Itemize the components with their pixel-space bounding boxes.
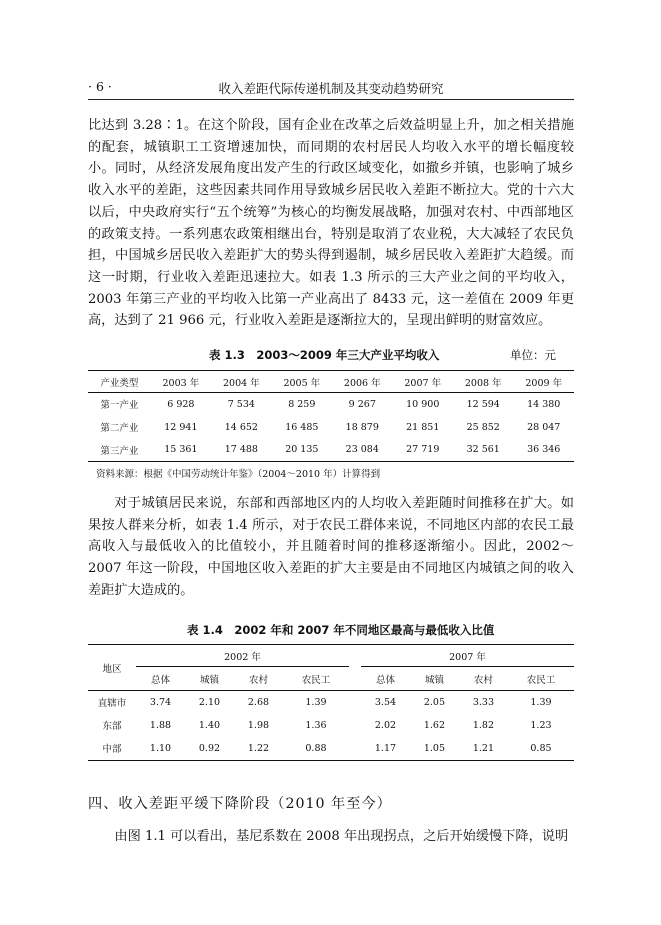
table-cell: 21 851 bbox=[406, 421, 440, 433]
table-1-4-title: 表 1.4 2002 年和 2007 年不同地区最高与最低收入比值 bbox=[187, 623, 495, 637]
table-cell: 中部 bbox=[102, 744, 122, 756]
table-cell: 9 267 bbox=[348, 398, 376, 410]
table-cell: 1.98 bbox=[247, 719, 270, 731]
table-header-cell: 地区 bbox=[88, 645, 136, 691]
table-cell: 8 259 bbox=[288, 398, 316, 410]
table-subheader-row bbox=[88, 667, 574, 691]
table-header-cell: 农村 bbox=[248, 674, 268, 686]
table-header-cell: 2003 年 bbox=[162, 377, 200, 389]
table-cell: 7 534 bbox=[227, 398, 255, 410]
table-cell: 1.88 bbox=[149, 719, 172, 731]
table-header-cell: 2007 年 bbox=[361, 645, 574, 667]
table-cell: 12 941 bbox=[164, 421, 198, 433]
table-cell: 第一产业 bbox=[100, 400, 139, 412]
table-header-cell: 2005 年 bbox=[283, 377, 321, 389]
table-spacer bbox=[349, 691, 361, 714]
table-cell: 6 928 bbox=[167, 398, 195, 410]
table-header-cell: 2008 年 bbox=[464, 377, 502, 389]
table-cell: 0.92 bbox=[198, 742, 221, 754]
table-cell: 1.22 bbox=[247, 742, 270, 754]
paragraph-3: 由图 1.1 可以看出，基尼系数在 2008 年出现拐点，之后开始缓慢下降，说明 bbox=[114, 829, 569, 844]
table-header-cell: 农民工 bbox=[301, 674, 331, 686]
table-row bbox=[88, 416, 574, 439]
table-header-cell: 2007 年 bbox=[404, 377, 442, 389]
table-cell: 23 084 bbox=[345, 444, 379, 456]
table-cell: 1.36 bbox=[305, 719, 327, 731]
table-cell: 第二产业 bbox=[100, 423, 139, 434]
table-spacer bbox=[349, 737, 361, 761]
table-header-cell: 农民工 bbox=[526, 674, 556, 686]
table-header-row bbox=[88, 645, 574, 667]
paragraph-2: 对于城镇居民来说，东部和西部地区内的人均收入差距随时间推移在扩大。如果按人群来分析，如表 1.4 所示，对于农民工群体来说，不同地区内部的农民工最高收入与最低收入的比值较小，并且随着时间的推移逐渐缩小。因此，2002～2007 年这一阶段，中国地区收入差距的扩大主要是由不同地区内城镇之间的收入差距扩大造成的。 bbox=[88, 496, 574, 598]
paragraph-1: 比达到 3.28∶1。在这个阶段，国有企业在改革之后效益明显上升，加之相关措施的配套，城镇职工工资增速加快，而同期的农村居民人均收入水平的增长幅度较小。同时，从经济发展角度出发产生的行政区域变化，如撤乡并镇，也影响了城乡收入水平的差距，这些因素共同作用导致城乡居民收入差距不断拉大。党的十六大以后，中央政府实行“五个统筹”为核心的均衡发展战略，加强对农村、中西部地区的政策支持。一系列惠农政策相继出台，特别是取消了农业税，大大减轻了农民负担，中国城乡居民收入差距扩大的势头得到遏制，城乡居民收入差距扩大趋缓。而这一时期，行业收入差距迅速拉大。如表 1.3 所示的三大产业之间的平均收入，2003 年第三产业的平均收入比第一产业高出了 8433 元，这一差值在 2009 年更高，达到了 21 966 元，行业收入差距是逐渐拉大的，呈现出鲜明的财富效应。 bbox=[88, 118, 574, 329]
table-header-cell: 农村 bbox=[473, 674, 493, 686]
table-row bbox=[88, 737, 574, 761]
table-spacer bbox=[349, 667, 361, 691]
table-cell: 25 852 bbox=[466, 421, 500, 433]
table-row bbox=[88, 714, 574, 737]
table-header-cell: 城镇 bbox=[199, 674, 219, 686]
table-cell: 2.68 bbox=[247, 696, 270, 708]
table-cell: 1.40 bbox=[198, 719, 221, 731]
table-cell: 1.23 bbox=[530, 719, 552, 731]
table-cell: 16 485 bbox=[285, 421, 319, 433]
table-cell: 1.17 bbox=[374, 742, 397, 754]
table-cell: 0.85 bbox=[530, 742, 552, 754]
table-spacer bbox=[349, 714, 361, 737]
page-header bbox=[88, 79, 574, 100]
table-cell: 15 361 bbox=[164, 444, 198, 456]
table-cell: 12 594 bbox=[466, 398, 500, 410]
table-header-cell: 2002 年 bbox=[136, 645, 349, 667]
running-title: 收入差距代际传递机制及其变动趋势研究 bbox=[218, 81, 444, 96]
table-cell: 3.74 bbox=[149, 696, 172, 708]
table-1-3-title: 表 1.3 2003～2009 年三大产业平均收入 bbox=[209, 348, 440, 362]
table-cell: 36 346 bbox=[527, 444, 561, 456]
table-cell: 2.05 bbox=[423, 696, 446, 708]
table-cell: 东部 bbox=[102, 721, 122, 732]
section-heading: 四、收入差距平缓下降阶段（2010 年至今） bbox=[88, 796, 392, 812]
table-cell: 1.05 bbox=[423, 742, 446, 754]
table-cell: 1.82 bbox=[472, 719, 494, 731]
table-cell: 1.39 bbox=[530, 696, 552, 708]
table-header-cell: 总体 bbox=[375, 674, 395, 686]
table-cell: 1.21 bbox=[472, 742, 494, 754]
table-source-note: 资料来源：根据《中国劳动统计年鉴》（2004～2010 年）计算得到 bbox=[96, 469, 381, 480]
table-cell: 0.88 bbox=[305, 742, 327, 754]
table-row bbox=[88, 691, 574, 714]
table-cell: 18 879 bbox=[345, 421, 379, 433]
table-spacer bbox=[349, 645, 361, 667]
table-cell: 17 488 bbox=[224, 444, 258, 456]
table-header-row bbox=[88, 371, 574, 393]
table-1-3 bbox=[88, 370, 574, 462]
table-cell: 3.54 bbox=[374, 696, 397, 708]
table-1-3-unit: 单位：元 bbox=[510, 348, 556, 362]
table-cell: 28 047 bbox=[527, 421, 561, 433]
table-cell: 27 719 bbox=[406, 444, 440, 456]
page-number: · 6 · bbox=[88, 79, 112, 94]
table-cell: 10 900 bbox=[406, 398, 440, 410]
table-header-cell: 2009 年 bbox=[525, 377, 563, 389]
table-header-cell: 2006 年 bbox=[343, 377, 381, 389]
table-header-cell: 总体 bbox=[150, 674, 170, 686]
table-row bbox=[88, 439, 574, 462]
table-cell: 2.10 bbox=[198, 696, 221, 708]
table-cell: 1.39 bbox=[305, 696, 327, 708]
table-1-4 bbox=[88, 644, 574, 761]
table-cell: 第三产业 bbox=[100, 445, 139, 457]
table-cell: 14 380 bbox=[527, 398, 561, 410]
table-header-cell: 产业类型 bbox=[100, 377, 139, 389]
table-header-cell: 城镇 bbox=[424, 674, 444, 686]
table-cell: 20 135 bbox=[285, 444, 319, 456]
table-cell: 32 561 bbox=[466, 444, 500, 456]
table-cell: 直辖市 bbox=[97, 698, 127, 710]
table-cell: 2.02 bbox=[374, 719, 397, 731]
table-cell: 1.62 bbox=[423, 719, 446, 731]
table-row bbox=[88, 393, 574, 416]
table-cell: 3.33 bbox=[472, 696, 494, 708]
table-cell: 1.10 bbox=[149, 742, 172, 754]
table-cell: 14 652 bbox=[224, 421, 258, 433]
table-header-cell: 2004 年 bbox=[222, 377, 260, 389]
